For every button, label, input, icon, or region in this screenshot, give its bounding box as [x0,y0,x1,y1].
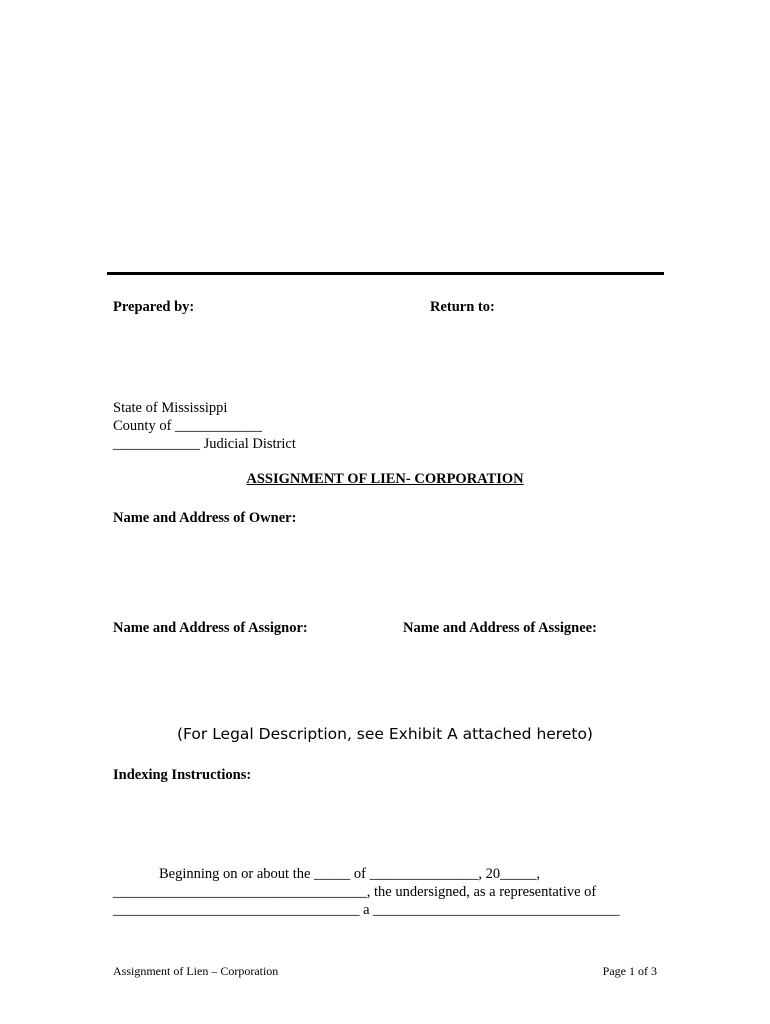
assignor-label: Name and Address of Assignor: [113,620,308,636]
state-line: State of Mississippi [113,400,228,416]
document-title: ASSIGNMENT OF LIEN- CORPORATION [246,471,524,487]
body-line-1: Beginning on or about the _____ of _______________, 20_____, [159,866,541,882]
district-line: ____________ Judicial District [113,436,296,452]
body-line-3: __________________________________ a __________________________________ [113,902,620,918]
footer-title: Assignment of Lien – Corporation [113,964,279,978]
indexing-instructions-label: Indexing Instructions: [113,767,252,783]
legal-description-note: (For Legal Description, see Exhibit A attached hereto) [177,725,593,743]
body-line-2: ___________________________________, the undersigned, as a representative of [113,884,597,900]
assignee-label: Name and Address of Assignee: [403,620,597,636]
county-line: County of ____________ [113,418,263,434]
page-number: Page 1 of 3 [602,964,657,978]
header-rule [107,272,664,275]
owner-label: Name and Address of Owner: [113,510,297,526]
prepared-by-label: Prepared by: [113,299,195,315]
return-to-label: Return to: [430,299,495,315]
